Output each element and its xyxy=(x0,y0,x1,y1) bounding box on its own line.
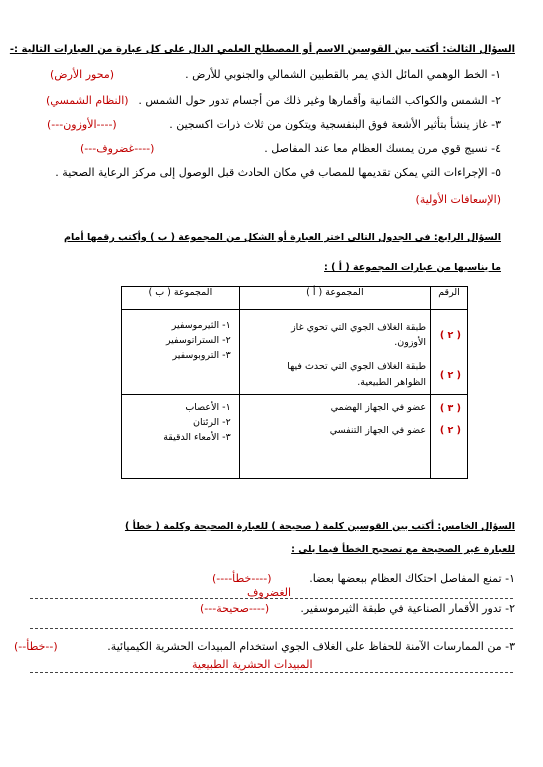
group-a-line: طبقة الغلاف الجوي التي تحوي غاز xyxy=(291,322,427,333)
header-group-a: المجموعة ( أ ) xyxy=(239,287,430,310)
group-b-item: ٢- الرئتان xyxy=(192,417,231,428)
q5-correction-1: الغضروف xyxy=(247,586,292,599)
q4-heading-line1: السؤال الرابع: في الجدول التالي اختر العبارة أو الشكل من المجموعة ( ب ) وأكتب رقمها أمام xyxy=(63,232,501,243)
q3-answer-2: (النظام الشمسي) xyxy=(46,94,129,107)
group-a-line: عضو في الجهاز الهضمي xyxy=(330,402,427,413)
group-a-line: الأوزون. xyxy=(394,337,427,348)
answer-value: ( ٣ ) xyxy=(439,403,461,414)
group-b-cell xyxy=(122,310,240,395)
q3-answer-1: (محور الأرض) xyxy=(50,68,115,81)
answer-value: ( ٢ ) xyxy=(439,370,461,381)
q5-heading-line1: السؤال الخامس: أكتب بين القوسين كلمة ( صحيحة ) للعبارة الصحيحة وكلمة ( خطأ ) xyxy=(124,521,515,532)
q3-item-4: ٤- نسيج قوي مرن يمسك العظام معا عند المفاصل . xyxy=(264,142,501,155)
q5-answer-2: (----صحيحة---) xyxy=(200,602,270,615)
q3-item-3: ٣- غاز ينشأ بتأثير الأشعة فوق البنفسجية ويتكون من ثلاث ذرات اكسجين . xyxy=(169,118,501,131)
q3-item-1: ١- الخط الوهمي المائل الذي يمر بالقطبين الشمالي والجنوبي للأرض . xyxy=(185,68,501,81)
answer-value: ( ٢ ) xyxy=(439,330,461,341)
q3-answer-3: (----الأوزون---) xyxy=(47,118,117,131)
answer-cell xyxy=(431,310,468,395)
group-a-line: عضو في الجهاز التنفسي xyxy=(329,425,427,436)
header-number: الرقم xyxy=(431,287,468,310)
group-a-cell xyxy=(239,310,430,395)
q5-item-1: ١- تمنع المفاصل احتكاك العظام ببعضها بعضا. xyxy=(309,572,515,585)
correction-line xyxy=(30,598,513,599)
q3-item-2: ٢- الشمس والكواكب الثمانية وأقمارها وغير ذلك من أجسام تدور حول الشمس . xyxy=(138,94,501,107)
q5-correction-3: المبيدات الحشرية الطبيعية xyxy=(192,658,313,671)
group-a-cell xyxy=(239,395,430,479)
group-b-item: ٣- الأمعاء الدقيقة xyxy=(163,432,231,443)
group-b-item: ١- الثيرموسفير xyxy=(171,320,231,331)
answer-cell xyxy=(431,395,468,479)
q3-item-5: ٥- الإجراءات التي يمكن تقديمها للمصاب في مكان الحادث قبل الوصول إلى مركز الرعاية الصحية . xyxy=(55,166,501,179)
q5-item-3: ٣- من الممارسات الآمنة للحفاظ على الغلاف الجوي استخدام المبيدات الحشرية الكيميائية. xyxy=(107,640,515,653)
q5-heading-line2: للعبارة غير الصحيحة مع تصحيح الخطأ فيما يلي : xyxy=(291,544,515,555)
correction-line xyxy=(30,628,513,629)
q5-answer-1: (----خطأ----) xyxy=(212,572,272,585)
group-a-line: طبقة الغلاف الجوي التي تحدث فيها xyxy=(287,361,427,372)
q4-heading-line2: ما يناسبها من عبارات المجموعة ( أ ) : xyxy=(324,262,501,273)
answer-value: ( ٢ ) xyxy=(439,425,461,436)
q5-item-2: ٢- تدور الأقمار الصناعية في طبقة الثيرموسفير. xyxy=(300,602,515,615)
group-b-item: ٢- الستراتوسفير xyxy=(165,335,231,346)
group-b-item: ١- الأعصاب xyxy=(185,402,231,413)
q3-answer-4: (----غضروف---) xyxy=(80,142,155,155)
header-group-b: المجموعة ( ب ) xyxy=(122,287,240,310)
group-b-item: ٣- التروبوسفير xyxy=(172,350,231,361)
group-a-line: الظواهر الطبيعية. xyxy=(357,377,427,388)
q3-heading: السؤال الثالث: أكتب بين القوسين الاسم أو المصطلح العلمي الدال على كل عبارة من العبارات التالية :- xyxy=(9,44,515,55)
correction-line xyxy=(30,672,513,673)
q5-answer-3: (--خطأ--) xyxy=(14,640,58,653)
q3-answer-5: (الإسعافات الأولية) xyxy=(415,193,501,206)
matching-table xyxy=(121,286,468,479)
group-b-cell xyxy=(122,395,240,479)
